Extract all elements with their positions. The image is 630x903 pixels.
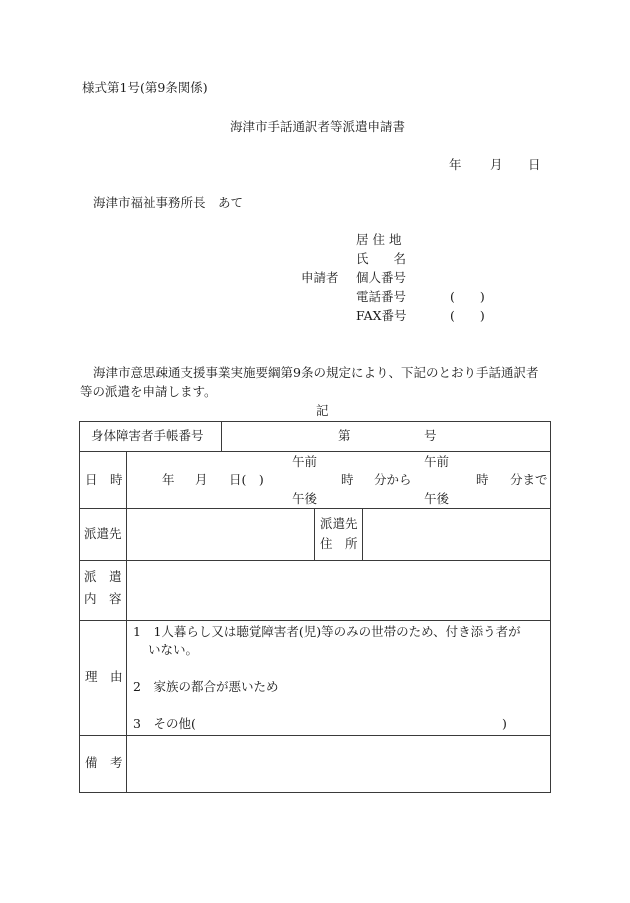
dt-day: 日( )	[229, 472, 264, 487]
start-am: 午前	[292, 454, 318, 469]
applicant-fax-paren: ( )	[450, 308, 485, 323]
reason-label: 理 由	[85, 669, 123, 684]
reason-1-line-1: 1 1人暮らし又は聴覚障害者(児)等のみの世帯のため、付き添う者が	[133, 624, 521, 639]
form-number: 様式第1号(第9条関係)	[82, 80, 208, 95]
end-pm: 午後	[424, 491, 450, 506]
remarks-label: 備 考	[85, 755, 123, 770]
start-from: 分から	[374, 472, 412, 487]
end-until: 分まで	[510, 472, 548, 487]
content-label-2: 内 容	[84, 591, 122, 606]
start-pm: 午後	[292, 491, 318, 506]
destination-label: 派遣先	[84, 526, 122, 541]
intro-line-1: 海津市意思疎通支援事業実施要綱第9条の規定により、下記のとおり手話通訳者	[93, 365, 539, 380]
handbook-number-label: 身体障害者手帳番号	[91, 428, 204, 443]
handbook-dai: 第	[338, 428, 351, 443]
document-title: 海津市手話通訳者等派遣申請書	[230, 119, 406, 134]
end-hour: 時	[476, 472, 489, 487]
end-am: 午前	[424, 454, 450, 469]
applicant-personal-number-label: 個人番号	[356, 270, 407, 285]
applicant-label: 申請者	[301, 270, 339, 285]
reason-2: 2 家族の都合が悪いため	[133, 679, 279, 694]
reason-3-close-paren: )	[502, 716, 507, 731]
reason-1-line-2: いない。	[148, 642, 199, 657]
handbook-go: 号	[424, 428, 437, 443]
content-label-1: 派 遣	[84, 569, 122, 584]
applicant-phone-paren: ( )	[450, 289, 485, 304]
intro-line-2: 等の派遣を申請します。	[80, 384, 217, 399]
date-year-label: 年	[449, 157, 462, 172]
dt-year: 年	[162, 472, 175, 487]
ki-heading: 記	[316, 403, 329, 418]
applicant-fax-label: FAX番号	[356, 308, 407, 323]
date-day-label: 日	[528, 157, 541, 172]
start-hour: 時	[341, 472, 354, 487]
destination-address-label-2: 住 所	[320, 536, 358, 551]
datetime-label: 日 時	[85, 472, 123, 487]
applicant-phone-label: 電話番号	[356, 289, 407, 304]
applicant-name-label: 氏 名	[356, 251, 407, 266]
date-month-label: 月	[490, 157, 503, 172]
reason-3: 3 その他(	[133, 716, 196, 731]
applicant-address-label: 居 住 地	[356, 232, 402, 247]
destination-address-label-1: 派遣先	[320, 516, 358, 531]
addressee: 海津市福祉事務所長 あて	[93, 195, 244, 210]
dt-month: 月	[195, 472, 208, 487]
